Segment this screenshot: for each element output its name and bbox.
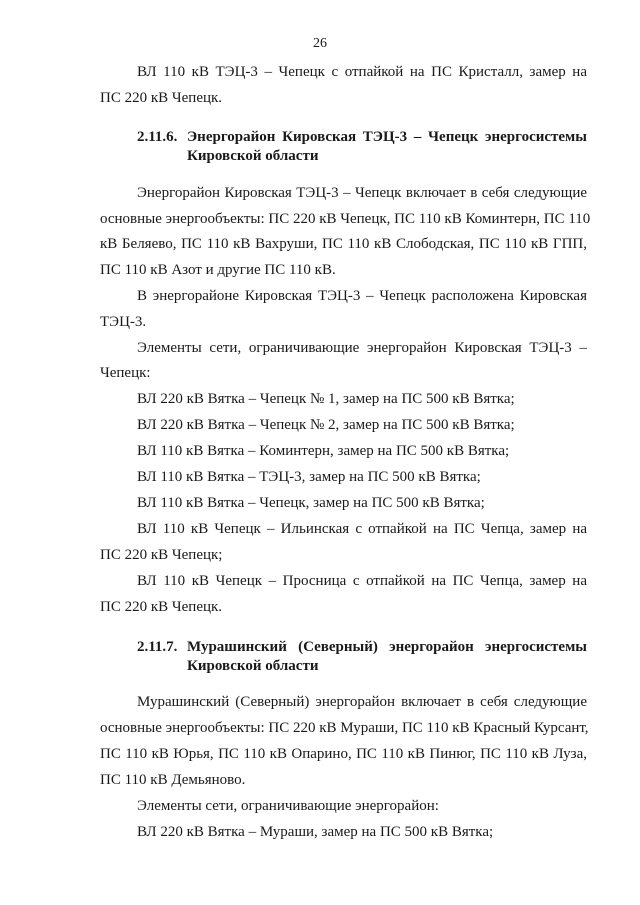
text-line: ПС 220 кВ Чепецк. — [100, 599, 223, 615]
text-line: Мурашинский (Северный) энергорайон включает в себя следующие — [137, 694, 587, 710]
text-line: ПС 110 кВ Демьяново. — [100, 772, 246, 788]
list-item: ВЛ 110 кВ Чепецк – Ильинская с отпайкой на ПС Чепца, замер на — [137, 521, 587, 537]
list-item: ВЛ 110 кВ Чепецк – Просница с отпайкой на ПС Чепца, замер на — [137, 573, 587, 589]
list-item: ВЛ 110 кВ Вятка – Чепецк, замер на ПС 500 кВ Вятка; — [137, 495, 485, 511]
section-title-line: Кировской области — [187, 148, 319, 164]
text-line: ПС 220 кВ Чепецк; — [100, 547, 223, 563]
text-line: основные энергообъекты: ПС 220 кВ Чепецк, ПС 110 кВ Коминтерн, ПС 110 — [100, 211, 591, 227]
text-line: основные энергообъекты: ПС 220 кВ Мураши, ПС 110 кВ Красный Курсант, — [100, 720, 589, 736]
text-line: ВЛ 110 кВ ТЭЦ-3 – Чепецк с отпайкой на ПС Кристалл, замер на — [137, 64, 587, 80]
text-line: В энергорайоне Кировская ТЭЦ-3 – Чепецк расположена Кировская — [137, 288, 587, 304]
list-item: ВЛ 110 кВ Вятка – Коминтерн, замер на ПС 500 кВ Вятка; — [137, 443, 510, 459]
text-line: Элементы сети, ограничивающие энергорайон Кировская ТЭЦ-3 – — [137, 340, 587, 356]
text-line: Энергорайон Кировская ТЭЦ-3 – Чепецк включает в себя следующие — [137, 185, 587, 201]
text-line: ПС 110 кВ Азот и другие ПС 110 кВ. — [100, 262, 336, 278]
list-item: ВЛ 110 кВ Вятка – ТЭЦ-3, замер на ПС 500 кВ Вятка; — [137, 469, 481, 485]
list-item: ВЛ 220 кВ Вятка – Чепецк № 2, замер на ПС 500 кВ Вятка; — [137, 417, 515, 433]
page-number: 26 — [313, 36, 327, 51]
text-line: кВ Беляево, ПС 110 кВ Вахруши, ПС 110 кВ Слободская, ПС 110 кВ ГПП, — [100, 236, 587, 252]
section-number: 2.11.6. — [137, 129, 178, 145]
list-item: ВЛ 220 кВ Вятка – Мураши, замер на ПС 500 кВ Вятка; — [137, 824, 494, 840]
section-title-line: Мурашинский (Северный) энергорайон энергосистемы — [187, 639, 587, 655]
list-item: ВЛ 220 кВ Вятка – Чепецк № 1, замер на ПС 500 кВ Вятка; — [137, 391, 515, 407]
text-line: ТЭЦ-3. — [100, 314, 147, 330]
text-line: Чепецк: — [100, 365, 151, 381]
section-title-line: Энергорайон Кировская ТЭЦ-3 – Чепецк энергосистемы — [187, 129, 587, 145]
text-line: ПС 110 кВ Юрья, ПС 110 кВ Опарино, ПС 110 кВ Пинюг, ПС 110 кВ Луза, — [100, 746, 587, 762]
text-line: ПС 220 кВ Чепецк. — [100, 90, 223, 106]
text-line: Элементы сети, ограничивающие энергорайон: — [137, 798, 439, 814]
section-number: 2.11.7. — [137, 639, 178, 655]
section-title-line: Кировской области — [187, 658, 319, 674]
